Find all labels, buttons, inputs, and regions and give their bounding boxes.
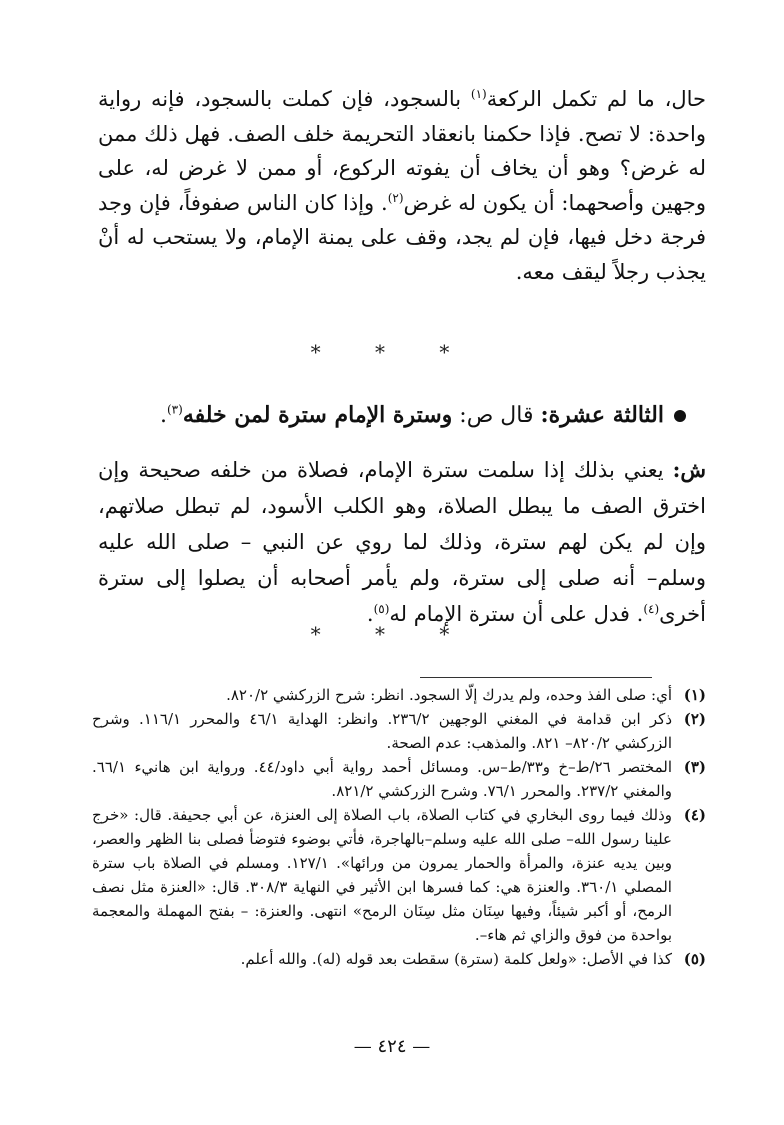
commentary-paragraph bbox=[98, 452, 706, 632]
footnote-item bbox=[92, 683, 706, 707]
separator-stars: * * * bbox=[310, 622, 474, 646]
footnote-text: وذلك فيما روى البخاري في كتاب الصلاة، باب الصلاة إلى العنزة، عن أبي جحيفة. قال: «خرج علينا رسول الله– صلى الله عليه وسلم–بالهاجرة، فأتي بوضوء فتوضأ فصلى بنا الظهر والعصر، وبين يديه عنزة، والمرأة والحمار يمرون من ورائها». ١٢٧/١. ومسلم في الصلاة باب سترة المصلي ٣٦٠/١. والعنزة هي: كما فسرها ابن الأثير في النهاية ٣٠٨/٣. قال: «العنزة مثل نصف الرمح، أو أكبر شيئاً، وفيها سِنَان مثل سِنَان الرمح» انتهى. والعنزة: – بفتح المهملة والمعجمة بواحدة من فوق والزاي ثم هاء–. bbox=[92, 806, 672, 944]
heading-qal: قال ص: bbox=[452, 403, 541, 428]
para2-text-c: . bbox=[366, 602, 374, 626]
footnote-number: (٥) bbox=[683, 950, 706, 968]
heading-end: . bbox=[159, 403, 167, 428]
para1-text-a: حال، ما لم تكمل الركعة bbox=[486, 87, 707, 111]
footnote-ref-3: (٣) bbox=[166, 402, 183, 417]
heading-label: الثالثة عشرة: bbox=[540, 402, 664, 428]
footnote-number: (١) bbox=[683, 686, 706, 704]
separator-stars: * * * bbox=[310, 340, 474, 364]
main-paragraph bbox=[98, 82, 706, 289]
sharh-label: ش: bbox=[672, 457, 706, 482]
footnote-item bbox=[92, 707, 706, 755]
heading-text: وسترة الإمام سترة لمن خلفه bbox=[182, 402, 453, 428]
para2-text-b: . فدل على أن سترة الإمام له bbox=[389, 602, 644, 626]
footnote-text: كذا في الأصل: «ولعل كلمة (سترة) سقطت بعد قوله (له). والله أعلم. bbox=[240, 950, 672, 968]
footnote-divider bbox=[420, 677, 652, 678]
footnote-number: (٣) bbox=[683, 758, 706, 776]
section-heading bbox=[78, 398, 686, 433]
footnote-ref-5: (٥) bbox=[373, 602, 390, 616]
bullet-icon bbox=[674, 410, 686, 422]
footnote-item bbox=[92, 755, 706, 803]
para2-text-a: يعني بذلك إذا سلمت سترة الإمام، فصلاة من خلفه صحيحة وإن اخترق الصف ما يبطل الصلاة، وهو الكلب الأسود، لم تبطل صلاتهم، وإن لم يكن لهم سترة، وذلك لما روي عن النبي – صلى الله عليه وسلم– أنه صلى إلى سترة، ولم يأمر أصحابه أن يصلوا إلى سترة أخرى bbox=[98, 458, 706, 626]
para1-text-c: . وإذا كان الناس صفوفاً، فإن وجد فرجة دخل فيها، فإن لم يجد، وقف على يمنة الإمام، ولا يستحب له أنْ يجذب رجلاً ليقف معه. bbox=[98, 190, 706, 284]
footnote-ref-2: (٢) bbox=[387, 190, 404, 205]
footnote-ref-1: (١) bbox=[470, 87, 487, 101]
footnote-text: المختصر ٢٦/ط–خ و٣٣/ط–س. ومسائل أحمد رواية أبي داود/٤٤. ورواية ابن هانيء ٦٦/١. والمغني ٢٣٧/٢. والمحرر ٧٦/١. وشرح الزركشي ٨٢١/٢. bbox=[92, 758, 673, 800]
footnote-text: أي: صلى الفذ وحده، ولم يدرك إلّا السجود. انظر: شرح الزركشي ٨٢٠/٢. bbox=[226, 686, 672, 704]
footnote-text: ذكر ابن قدامة في المغني الوجهين ٢٣٦/٢. وانظر: الهداية ٤٦/١ والمحرر ١١٦/١. وشرح الزركشي ٨٢٠/٢– ٨٢١. والمذهب: عدم الصحة. bbox=[92, 710, 672, 752]
footnote-number: (٢) bbox=[683, 710, 706, 728]
footnote-number: (٤) bbox=[683, 806, 706, 824]
footnote-item bbox=[92, 803, 706, 947]
footnotes-list bbox=[92, 683, 706, 971]
page-number: — ٤٢٤ — bbox=[353, 1036, 431, 1057]
para1-text-b: بالسجود، فإن كملت بالسجود، فإنه رواية واحدة: لا تصح. فإذا حكمنا بانعقاد التحريمة خلف الصف. فهل ذلك ممن له غرض؟ وهو أن يخاف أن يفوته الركوع، أو ممن لا غرض له، على وجهين وأصحهما: أن يكون له غرض bbox=[98, 87, 706, 215]
footnote-ref-4: (٤) bbox=[643, 602, 660, 616]
footnote-item bbox=[92, 947, 706, 971]
